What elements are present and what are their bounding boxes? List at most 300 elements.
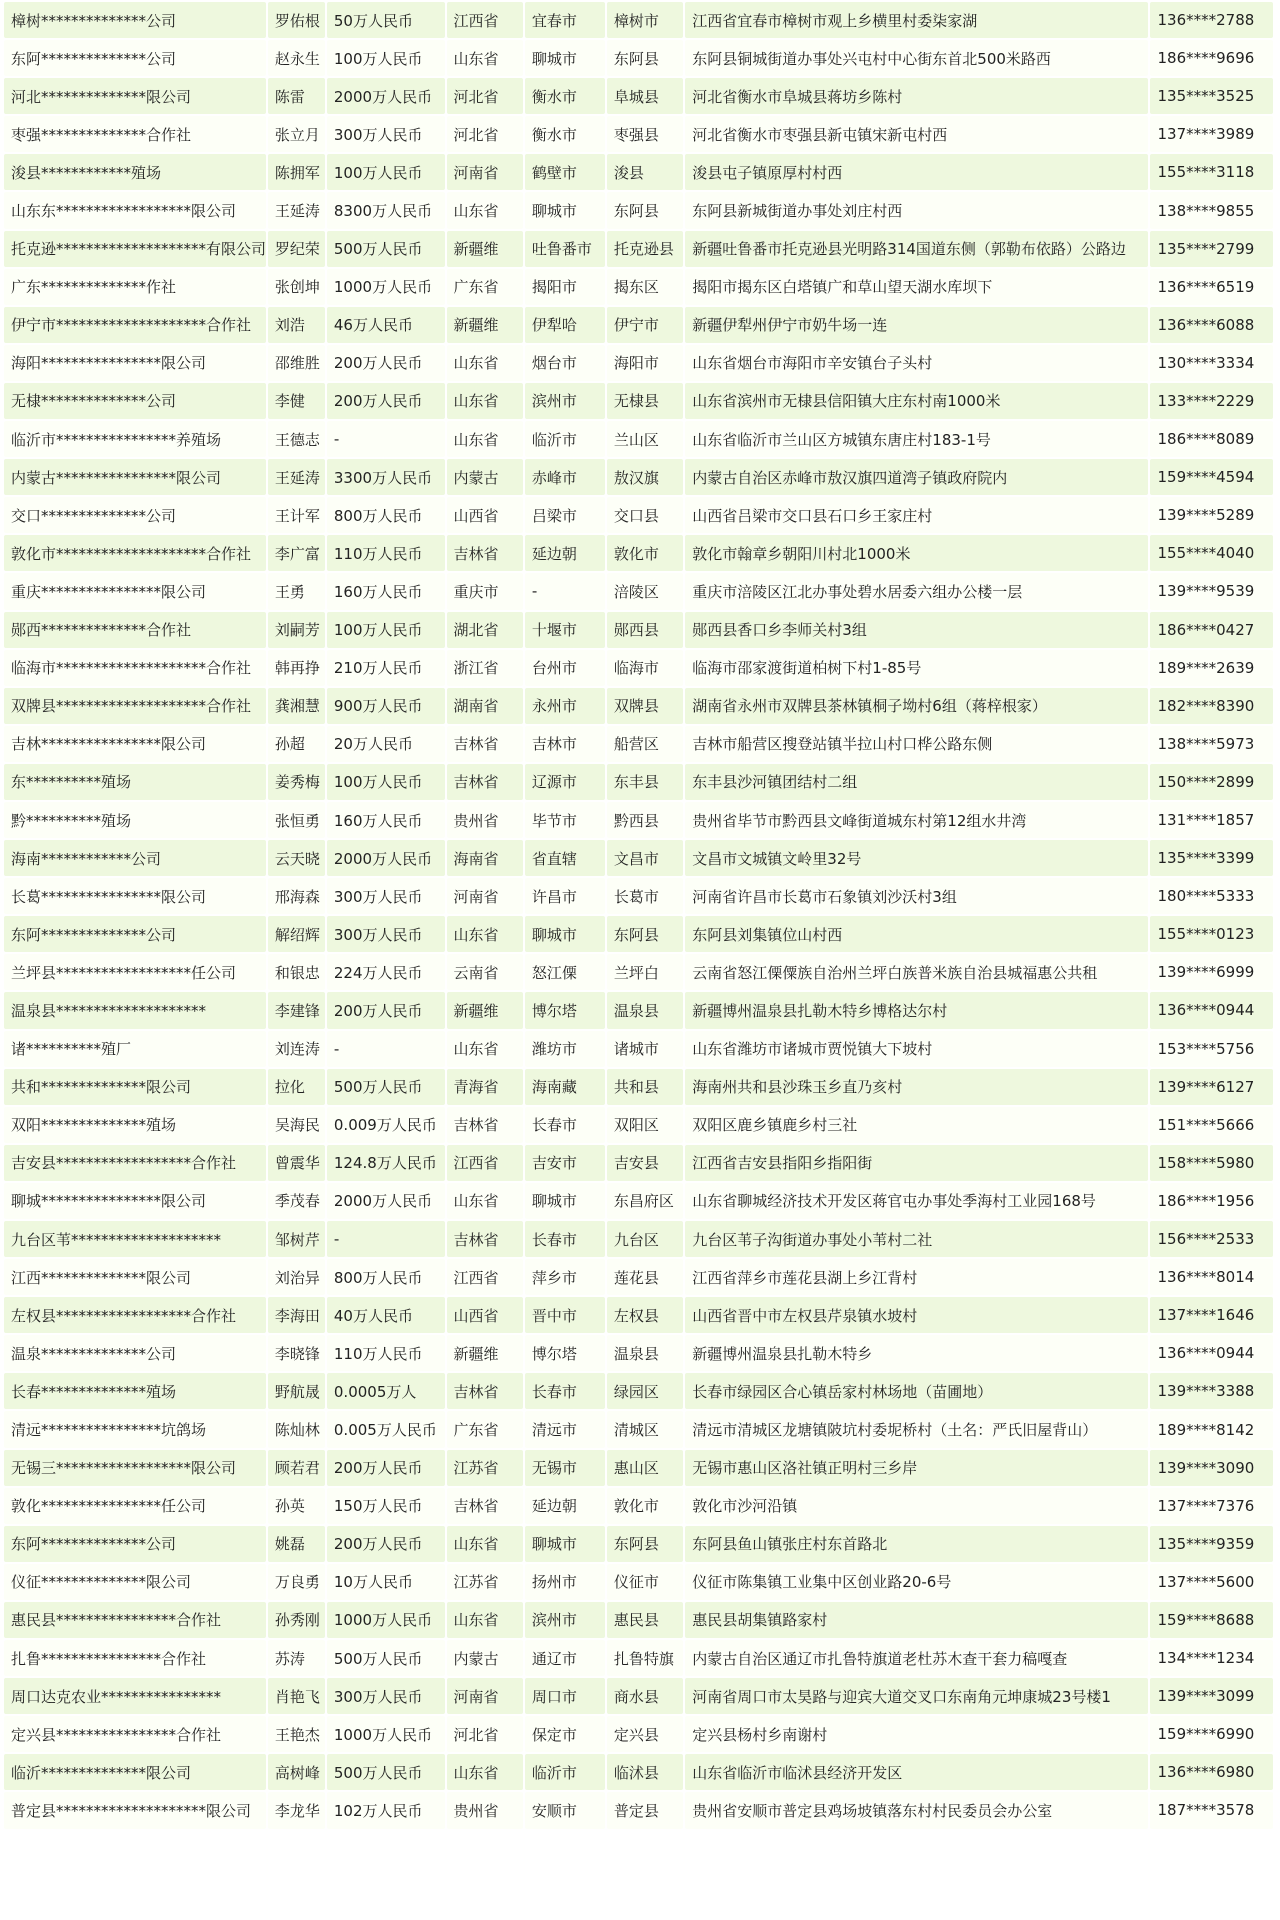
contact-name-cell: 曾震华 [268, 1145, 325, 1181]
district-cell: 樟树市 [607, 2, 683, 38]
registered-capital-cell: 500万人民币 [327, 231, 445, 267]
company-name-cell: 温泉县******************** [4, 992, 266, 1028]
district-cell: 左权县 [607, 1297, 683, 1333]
company-name-cell: 双阳**************殖场 [4, 1107, 266, 1143]
registered-capital-cell: 100万人民币 [327, 612, 445, 648]
province-cell: 河南省 [447, 878, 523, 914]
district-cell: 惠山区 [607, 1450, 683, 1486]
province-cell: 江西省 [447, 1145, 523, 1181]
city-cell: 萍乡市 [525, 1259, 605, 1295]
table-body [4, 2, 1273, 1829]
company-name-cell: 河北**************限公司 [4, 78, 266, 114]
district-cell: 临沭县 [607, 1754, 683, 1790]
company-name-cell: 重庆****************限公司 [4, 573, 266, 609]
district-cell: 东丰县 [607, 764, 683, 800]
province-cell: 吉林省 [447, 764, 523, 800]
phone-cell: 136****0944 [1150, 1335, 1273, 1371]
company-name-cell: 山东东******************限公司 [4, 192, 266, 228]
province-cell: 吉林省 [447, 726, 523, 762]
city-cell: 延边朝 [525, 1488, 605, 1524]
company-name-cell: 普定县********************限公司 [4, 1792, 266, 1828]
address-cell: 云南省怒江傈僳族自治州兰坪白族普米族自治县城福惠公共租 [685, 954, 1148, 990]
address-cell: 东阿县鱼山镇张庄村东首路北 [685, 1526, 1148, 1562]
address-cell: 东阿县铜城街道办事处兴屯村中心街东首北500米路西 [685, 40, 1148, 76]
district-cell: 双牌县 [607, 688, 683, 724]
address-cell: 敦化市翰章乡朝阳川村北1000米 [685, 535, 1148, 571]
company-name-cell: 内蒙古****************限公司 [4, 459, 266, 495]
phone-cell: 137****7376 [1150, 1488, 1273, 1524]
table-row [4, 307, 1273, 343]
registered-capital-cell: 300万人民币 [327, 878, 445, 914]
table-row [4, 192, 1273, 228]
registered-capital-cell: 200万人民币 [327, 992, 445, 1028]
phone-cell: 186****8089 [1150, 421, 1273, 457]
contact-name-cell: 姚磊 [268, 1526, 325, 1562]
city-cell: 博尔塔 [525, 992, 605, 1028]
company-name-cell: 樟树**************公司 [4, 2, 266, 38]
phone-cell: 139****6999 [1150, 954, 1273, 990]
contact-name-cell: 张创坤 [268, 269, 325, 305]
company-name-cell: 仪征**************限公司 [4, 1564, 266, 1600]
table-row [4, 421, 1273, 457]
district-cell: 东昌府区 [607, 1183, 683, 1219]
registered-capital-cell: 50万人民币 [327, 2, 445, 38]
company-name-cell: 浚县************殖场 [4, 154, 266, 190]
address-cell: 重庆市涪陵区江北办事处碧水居委六组办公楼一层 [685, 573, 1148, 609]
phone-cell: 137****3989 [1150, 116, 1273, 152]
province-cell: 贵州省 [447, 1792, 523, 1828]
registered-capital-cell: 100万人民币 [327, 764, 445, 800]
address-cell: 山东省滨州市无棣县信阳镇大庄东村南1000米 [685, 383, 1148, 419]
phone-cell: 138****5973 [1150, 726, 1273, 762]
district-cell: 浚县 [607, 154, 683, 190]
address-cell: 临海市邵家渡街道柏树下村1-85号 [685, 650, 1148, 686]
registered-capital-cell: 0.0005万人 [327, 1373, 445, 1409]
province-cell: 广东省 [447, 269, 523, 305]
contact-name-cell: 陈灿林 [268, 1411, 325, 1447]
table-row [4, 1488, 1273, 1524]
contact-name-cell: 李晓锋 [268, 1335, 325, 1371]
phone-cell: 180****5333 [1150, 878, 1273, 914]
contact-name-cell: 拉化 [268, 1069, 325, 1105]
company-name-cell: 九台区苇******************** [4, 1221, 266, 1257]
contact-name-cell: 赵永生 [268, 40, 325, 76]
city-cell: 临沂市 [525, 1754, 605, 1790]
table-row [4, 1450, 1273, 1486]
province-cell: 山西省 [447, 497, 523, 533]
phone-cell: 136****6088 [1150, 307, 1273, 343]
registered-capital-cell: 110万人民币 [327, 1335, 445, 1371]
district-cell: 阜城县 [607, 78, 683, 114]
table-row [4, 1221, 1273, 1257]
phone-cell: 133****2229 [1150, 383, 1273, 419]
contact-name-cell: 张恒勇 [268, 802, 325, 838]
district-cell: 清城区 [607, 1411, 683, 1447]
city-cell: 衡水市 [525, 78, 605, 114]
city-cell: 滨州市 [525, 1602, 605, 1638]
address-cell: 揭阳市揭东区白塔镇广和草山望天湖水库坝下 [685, 269, 1148, 305]
table-row [4, 231, 1273, 267]
district-cell: 吉安县 [607, 1145, 683, 1181]
registered-capital-cell: 300万人民币 [327, 916, 445, 952]
address-cell: 河北省衡水市阜城县蒋坊乡陈村 [685, 78, 1148, 114]
registered-capital-cell: 300万人民币 [327, 1678, 445, 1714]
contact-name-cell: 李海田 [268, 1297, 325, 1333]
table-row [4, 954, 1273, 990]
phone-cell: 159****4594 [1150, 459, 1273, 495]
phone-cell: 186****0427 [1150, 612, 1273, 648]
province-cell: 河南省 [447, 1678, 523, 1714]
table-row [4, 1107, 1273, 1143]
city-cell: 十堰市 [525, 612, 605, 648]
contact-name-cell: 季茂春 [268, 1183, 325, 1219]
city-cell: 安顺市 [525, 1792, 605, 1828]
table-row [4, 1678, 1273, 1714]
registered-capital-cell: 150万人民币 [327, 1488, 445, 1524]
province-cell: 吉林省 [447, 1373, 523, 1409]
phone-cell: 135****3399 [1150, 840, 1273, 876]
city-cell: 博尔塔 [525, 1335, 605, 1371]
address-cell: 九台区苇子沟街道办事处小苇村二社 [685, 1221, 1148, 1257]
contact-name-cell: 苏涛 [268, 1640, 325, 1676]
company-name-cell: 郧西**************合作社 [4, 612, 266, 648]
registered-capital-cell: 102万人民币 [327, 1792, 445, 1828]
province-cell: 吉林省 [447, 1488, 523, 1524]
address-cell: 东阿县新城街道办事处刘庄村西 [685, 192, 1148, 228]
registered-capital-cell: 124.8万人民币 [327, 1145, 445, 1181]
company-name-cell: 黔**********殖场 [4, 802, 266, 838]
province-cell: 山东省 [447, 1526, 523, 1562]
table-row [4, 1069, 1273, 1105]
table-row [4, 1031, 1273, 1067]
district-cell: 无棣县 [607, 383, 683, 419]
address-cell: 新疆博州温泉县扎勒木特乡 [685, 1335, 1148, 1371]
registered-capital-cell: 2000万人民币 [327, 840, 445, 876]
registered-capital-cell: 1000万人民币 [327, 1602, 445, 1638]
address-cell: 敦化市沙河沿镇 [685, 1488, 1148, 1524]
registered-capital-cell: 200万人民币 [327, 1526, 445, 1562]
province-cell: 湖南省 [447, 688, 523, 724]
city-cell: 吉林市 [525, 726, 605, 762]
address-cell: 河南省许昌市长葛市石象镇刘沙沃村3组 [685, 878, 1148, 914]
district-cell: 温泉县 [607, 1335, 683, 1371]
province-cell: 山东省 [447, 40, 523, 76]
phone-cell: 182****8390 [1150, 688, 1273, 724]
registered-capital-cell: 200万人民币 [327, 345, 445, 381]
company-name-cell: 共和**************限公司 [4, 1069, 266, 1105]
phone-cell: 153****5756 [1150, 1031, 1273, 1067]
phone-cell: 150****2899 [1150, 764, 1273, 800]
table-row [4, 612, 1273, 648]
contact-name-cell: 韩再挣 [268, 650, 325, 686]
phone-cell: 186****1956 [1150, 1183, 1273, 1219]
address-cell: 东丰县沙河镇团结村二组 [685, 764, 1148, 800]
table-row [4, 1564, 1273, 1600]
province-cell: 云南省 [447, 954, 523, 990]
phone-cell: 134****1234 [1150, 1640, 1273, 1676]
contact-name-cell: 肖艳飞 [268, 1678, 325, 1714]
province-cell: 吉林省 [447, 1107, 523, 1143]
city-cell: 怒江傈 [525, 954, 605, 990]
city-cell: 吐鲁番市 [525, 231, 605, 267]
province-cell: 河北省 [447, 116, 523, 152]
province-cell: 贵州省 [447, 802, 523, 838]
address-cell: 贵州省安顺市普定县鸡场坡镇落东村村民委员会办公室 [685, 1792, 1148, 1828]
phone-cell: 139****3388 [1150, 1373, 1273, 1409]
address-cell: 江西省萍乡市莲花县湖上乡江背村 [685, 1259, 1148, 1295]
phone-cell: 139****3099 [1150, 1678, 1273, 1714]
city-cell: 辽源市 [525, 764, 605, 800]
city-cell: 海南藏 [525, 1069, 605, 1105]
district-cell: 莲花县 [607, 1259, 683, 1295]
contact-name-cell: 陈雷 [268, 78, 325, 114]
city-cell: 吉安市 [525, 1145, 605, 1181]
district-cell: 托克逊县 [607, 231, 683, 267]
contact-name-cell: 刘治异 [268, 1259, 325, 1295]
table-row [4, 1183, 1273, 1219]
phone-cell: 186****9696 [1150, 40, 1273, 76]
district-cell: 船营区 [607, 726, 683, 762]
city-cell: 长春市 [525, 1373, 605, 1409]
contact-name-cell: 云天晓 [268, 840, 325, 876]
company-name-cell: 东阿**************公司 [4, 1526, 266, 1562]
contact-name-cell: 孙英 [268, 1488, 325, 1524]
address-cell: 湖南省永州市双牌县茶林镇桐子坳村6组（蒋梓根家） [685, 688, 1148, 724]
registered-capital-cell: 100万人民币 [327, 154, 445, 190]
contact-name-cell: 龚湘慧 [268, 688, 325, 724]
city-cell: 聊城市 [525, 40, 605, 76]
address-cell: 东阿县刘集镇位山村西 [685, 916, 1148, 952]
company-name-cell: 左权县******************合作社 [4, 1297, 266, 1333]
district-cell: 共和县 [607, 1069, 683, 1105]
registered-capital-cell: - [327, 1031, 445, 1067]
contact-name-cell: 邵维胜 [268, 345, 325, 381]
province-cell: 山东省 [447, 1602, 523, 1638]
city-cell: 扬州市 [525, 1564, 605, 1600]
province-cell: 广东省 [447, 1411, 523, 1447]
city-cell: 晋中市 [525, 1297, 605, 1333]
contact-name-cell: 王延涛 [268, 192, 325, 228]
registered-capital-cell: 500万人民币 [327, 1754, 445, 1790]
contact-name-cell: 李健 [268, 383, 325, 419]
company-name-cell: 长春**************殖场 [4, 1373, 266, 1409]
contact-name-cell: 李龙华 [268, 1792, 325, 1828]
city-cell: 赤峰市 [525, 459, 605, 495]
table-row [4, 1602, 1273, 1638]
company-name-cell: 临沂市****************养殖场 [4, 421, 266, 457]
phone-cell: 151****5666 [1150, 1107, 1273, 1143]
contact-name-cell: 李建锋 [268, 992, 325, 1028]
table-row [4, 840, 1273, 876]
phone-cell: 136****8014 [1150, 1259, 1273, 1295]
city-cell: 许昌市 [525, 878, 605, 914]
registered-capital-cell: 300万人民币 [327, 116, 445, 152]
province-cell: 内蒙古 [447, 459, 523, 495]
phone-cell: 135****2799 [1150, 231, 1273, 267]
district-cell: 东阿县 [607, 192, 683, 228]
address-cell: 山西省晋中市左权县芹泉镇水坡村 [685, 1297, 1148, 1333]
company-name-cell: 东**********殖场 [4, 764, 266, 800]
registered-capital-cell: 200万人民币 [327, 1450, 445, 1486]
table-row [4, 878, 1273, 914]
phone-cell: 136****2788 [1150, 2, 1273, 38]
table-row [4, 78, 1273, 114]
table-row [4, 764, 1273, 800]
district-cell: 文昌市 [607, 840, 683, 876]
province-cell: 吉林省 [447, 535, 523, 571]
registered-capital-cell: - [327, 1221, 445, 1257]
phone-cell: 139****9539 [1150, 573, 1273, 609]
contact-name-cell: 罗纪荣 [268, 231, 325, 267]
province-cell: 山东省 [447, 1183, 523, 1219]
city-cell: 聊城市 [525, 1183, 605, 1219]
company-name-cell: 清远****************坑鸽场 [4, 1411, 266, 1447]
company-name-cell: 敦化****************任公司 [4, 1488, 266, 1524]
city-cell: 省直辖 [525, 840, 605, 876]
city-cell: 清远市 [525, 1411, 605, 1447]
contact-name-cell: 解绍辉 [268, 916, 325, 952]
district-cell: 敦化市 [607, 1488, 683, 1524]
province-cell: 山东省 [447, 421, 523, 457]
registered-capital-cell: 1000万人民币 [327, 269, 445, 305]
phone-cell: 159****8688 [1150, 1602, 1273, 1638]
registered-capital-cell: - [327, 421, 445, 457]
district-cell: 扎鲁特旗 [607, 1640, 683, 1676]
address-cell: 双阳区鹿乡镇鹿乡村三社 [685, 1107, 1148, 1143]
city-cell: 毕节市 [525, 802, 605, 838]
province-cell: 重庆市 [447, 573, 523, 609]
contact-name-cell: 野航晟 [268, 1373, 325, 1409]
company-name-cell: 广东**************作社 [4, 269, 266, 305]
city-cell: - [525, 573, 605, 609]
province-cell: 江苏省 [447, 1450, 523, 1486]
address-cell: 江西省宜春市樟树市观上乡横里村委柒家湖 [685, 2, 1148, 38]
contact-name-cell: 孙超 [268, 726, 325, 762]
contact-name-cell: 王艳杰 [268, 1716, 325, 1752]
contact-name-cell: 和银忠 [268, 954, 325, 990]
table-row [4, 1373, 1273, 1409]
registered-capital-cell: 46万人民币 [327, 307, 445, 343]
company-name-cell: 江西**************限公司 [4, 1259, 266, 1295]
contact-name-cell: 万良勇 [268, 1564, 325, 1600]
table-row [4, 1411, 1273, 1447]
city-cell: 吕梁市 [525, 497, 605, 533]
company-name-cell: 双牌县********************合作社 [4, 688, 266, 724]
registered-capital-cell: 8300万人民币 [327, 192, 445, 228]
city-cell: 通辽市 [525, 1640, 605, 1676]
phone-cell: 136****0944 [1150, 992, 1273, 1028]
table-row [4, 2, 1273, 38]
phone-cell: 139****3090 [1150, 1450, 1273, 1486]
contact-name-cell: 高树峰 [268, 1754, 325, 1790]
address-cell: 郧西县香口乡李师关村3组 [685, 612, 1148, 648]
address-cell: 河南省周口市太昊路与迎宾大道交叉口东南角元坤康城23号楼1 [685, 1678, 1148, 1714]
address-cell: 无锡市惠山区洛社镇正明村三乡岸 [685, 1450, 1148, 1486]
city-cell: 延边朝 [525, 535, 605, 571]
address-cell: 惠民县胡集镇路家村 [685, 1602, 1148, 1638]
registered-capital-cell: 210万人民币 [327, 650, 445, 686]
province-cell: 浙江省 [447, 650, 523, 686]
table-row [4, 1526, 1273, 1562]
table-row [4, 992, 1273, 1028]
district-cell: 兰山区 [607, 421, 683, 457]
table-row [4, 1792, 1273, 1828]
phone-cell: 138****9855 [1150, 192, 1273, 228]
company-name-cell: 交口**************公司 [4, 497, 266, 533]
contact-name-cell: 李广富 [268, 535, 325, 571]
contact-name-cell: 孙秀刚 [268, 1602, 325, 1638]
address-cell: 仪征市陈集镇工业集中区创业路20-6号 [685, 1564, 1148, 1600]
address-cell: 吉林市船营区搜登站镇半拉山村口桦公路东侧 [685, 726, 1148, 762]
district-cell: 东阿县 [607, 40, 683, 76]
address-cell: 山西省吕梁市交口县石口乡王家庄村 [685, 497, 1148, 533]
district-cell: 惠民县 [607, 1602, 683, 1638]
table-row [4, 1716, 1273, 1752]
table-row [4, 1297, 1273, 1333]
province-cell: 海南省 [447, 840, 523, 876]
district-cell: 涪陵区 [607, 573, 683, 609]
address-cell: 海南州共和县沙珠玉乡直乃亥村 [685, 1069, 1148, 1105]
city-cell: 长春市 [525, 1107, 605, 1143]
city-cell: 烟台市 [525, 345, 605, 381]
province-cell: 山东省 [447, 192, 523, 228]
address-cell: 定兴县杨村乡南谢村 [685, 1716, 1148, 1752]
address-cell: 河北省衡水市枣强县新屯镇宋新屯村西 [685, 116, 1148, 152]
district-cell: 东阿县 [607, 1526, 683, 1562]
contact-name-cell: 陈拥军 [268, 154, 325, 190]
address-cell: 贵州省毕节市黔西县文峰街道城东村第12组水井湾 [685, 802, 1148, 838]
registered-capital-cell: 1000万人民币 [327, 1716, 445, 1752]
company-name-cell: 东阿**************公司 [4, 40, 266, 76]
city-cell: 滨州市 [525, 383, 605, 419]
district-cell: 兰坪白 [607, 954, 683, 990]
city-cell: 聊城市 [525, 192, 605, 228]
city-cell: 衡水市 [525, 116, 605, 152]
district-cell: 郧西县 [607, 612, 683, 648]
address-cell: 山东省临沂市临沭县经济开发区 [685, 1754, 1148, 1790]
table-row [4, 497, 1273, 533]
district-cell: 伊宁市 [607, 307, 683, 343]
table-row [4, 383, 1273, 419]
address-cell: 新疆博州温泉县扎勒木特乡博格达尔村 [685, 992, 1148, 1028]
province-cell: 山西省 [447, 1297, 523, 1333]
company-name-cell: 海阳****************限公司 [4, 345, 266, 381]
registered-capital-cell: 100万人民币 [327, 40, 445, 76]
table-row [4, 688, 1273, 724]
phone-cell: 187****3578 [1150, 1792, 1273, 1828]
contact-name-cell: 邹树芹 [268, 1221, 325, 1257]
phone-cell: 136****6519 [1150, 269, 1273, 305]
phone-cell: 137****5600 [1150, 1564, 1273, 1600]
phone-cell: 155****4040 [1150, 535, 1273, 571]
province-cell: 山东省 [447, 916, 523, 952]
province-cell: 青海省 [447, 1069, 523, 1105]
table-row [4, 1640, 1273, 1676]
district-cell: 商水县 [607, 1678, 683, 1714]
company-name-cell: 临海市********************合作社 [4, 650, 266, 686]
company-name-cell: 枣强**************合作社 [4, 116, 266, 152]
province-cell: 山东省 [447, 1754, 523, 1790]
table-row [4, 269, 1273, 305]
registered-capital-cell: 2000万人民币 [327, 1183, 445, 1219]
city-cell: 长春市 [525, 1221, 605, 1257]
district-cell: 枣强县 [607, 116, 683, 152]
registered-capital-cell: 200万人民币 [327, 383, 445, 419]
table-row [4, 1259, 1273, 1295]
city-cell: 保定市 [525, 1716, 605, 1752]
province-cell: 内蒙古 [447, 1640, 523, 1676]
province-cell: 新疆维 [447, 992, 523, 1028]
